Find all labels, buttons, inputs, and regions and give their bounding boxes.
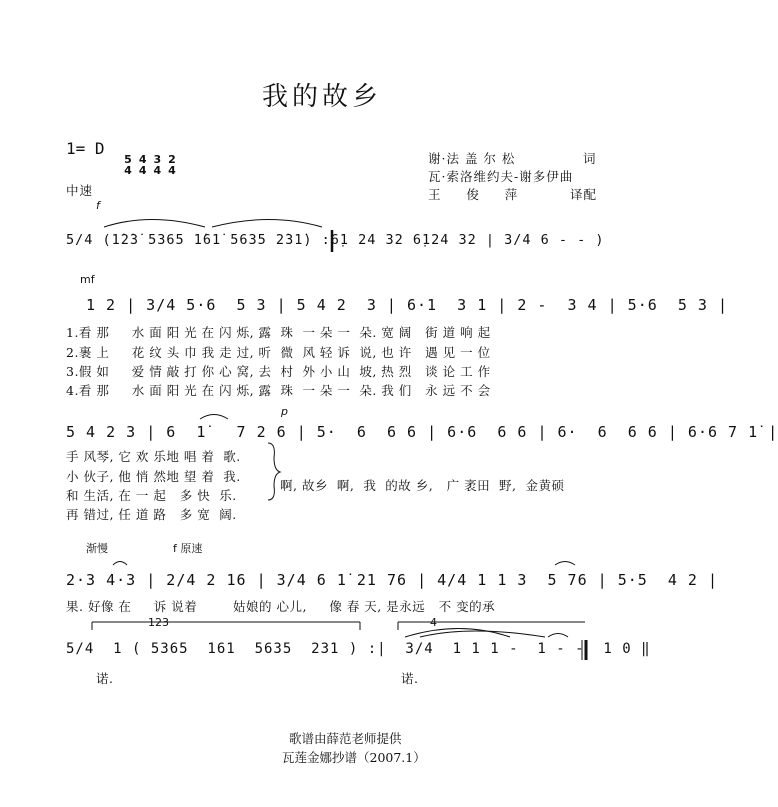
tie [555, 562, 575, 566]
verse-2-line-2: 小 伙子, 他 悄 然地 望 着 我. [66, 469, 241, 484]
dynamic-f: f [96, 199, 100, 212]
verse-2-line-1: 2.裹 上 花 纹 头 巾 我 走 过, 听 微 风 轻 诉 说, 也 许 遇 见 一 位 [66, 345, 491, 360]
brace [268, 443, 280, 500]
tie [113, 562, 127, 566]
meter: 4 4 [138, 153, 147, 177]
meter: 5 4 [124, 153, 132, 177]
verse-1-line-2: 手 风琴, 它 欢 乐地 唱 着 歌. [66, 449, 241, 464]
system-3-notes: 5 4 2 3 | 6 1̇ 7 2 6 | 5· 6 6 6 | 6·6 6 6 | 6· 6 6 6 | 6·6 7 1̇ | [66, 423, 778, 441]
tie [405, 629, 510, 638]
verse-3-line-2: 和 生活, 在 一 起 多 快 乐. [66, 488, 237, 503]
meter: 2 4 [168, 153, 176, 177]
dynamic-p: p [281, 405, 288, 418]
meter: 3 4 [153, 153, 162, 177]
tie [420, 631, 545, 637]
volta-1: 123 [148, 616, 169, 629]
footer-line-1: 歌谱由薛范老师提供 [289, 731, 402, 746]
composer: 瓦·索洛维约夫-谢多伊曲 [428, 169, 574, 184]
system-4-notes: 2·3 4·3 | 2/4 2 16 | 3/4 6 1̇ 21 76 | 4/4 1 1 3 5 76 | 5·5 4 2 | [66, 571, 718, 589]
ending-1-lyric: 诺. [96, 671, 114, 686]
tempo-marking: 中速 [66, 183, 94, 198]
volta-2: 4 [430, 616, 437, 629]
tie [548, 634, 568, 638]
tie [200, 415, 228, 420]
verse-4-line-1: 4.看 那 水 面 阳 光 在 闪 烁, 露 珠 一 朵 一 朵. 我 们 永 远 不 会 [66, 383, 491, 398]
verse-1-line-1: 1.看 那 水 面 阳 光 在 闪 烁, 露 珠 一 朵 一 朵. 宽 阔 街 道 响 起 [66, 325, 491, 340]
verse-line-3: 果. 好像 在 诉 说着 姑娘的 心儿, 像 春 天, 是永远 不 变的承 [66, 599, 496, 614]
verse-3-line-1: 3.假 如 爱 情 敲 打 你 心 窝, 去 村 外 小 山 坡, 热 烈 谈 论 工 作 [66, 364, 491, 379]
ritardando-marking: 渐慢 [86, 542, 108, 555]
key-signature: 1= D [66, 139, 105, 158]
tie [212, 220, 322, 228]
lyricist: 谢·法 盖 尔 松 [428, 151, 516, 166]
verse-4-line-2: 再 错过, 任 道 路 多 宽 阔. [66, 507, 237, 522]
arranger-role: 译配 [570, 187, 598, 202]
tie [104, 220, 205, 228]
system-5-notes: 5/4 1 ( 5365 161 5635 231 ) :| 3/4 1 1 1 - 1 - - 1 0 ‖ [66, 641, 651, 657]
refrain-text: 啊, 故乡 啊, 我 的故 乡, 广 袤田 野, 金黄硕 [280, 478, 565, 493]
song-title: 我的故乡 [262, 82, 383, 112]
system-1-notes: 5/4 (1̇2̇3̇ 5365 1̇61̇ 5635 2̇31̇) :6̣1 24 32 6̣124 32 | 3/4 6 - - ) [66, 232, 605, 248]
ending-2-lyric: 诺. [401, 671, 419, 686]
dynamic-mf: mf [80, 273, 95, 286]
lyricist-role: 词 [583, 151, 597, 166]
a-tempo-marking: f 原速 [173, 542, 203, 555]
system-2-notes: 1 2 | 3/4 5·6 5 3 | 5 4 2 3 | 6·1 3 1 | 2 - 3 4 | 5·6 5 3 | [86, 296, 728, 314]
footer-line-2: 瓦莲金娜抄谱（2007.1） [282, 750, 426, 765]
arranger: 王 俊 萍 [428, 187, 519, 202]
